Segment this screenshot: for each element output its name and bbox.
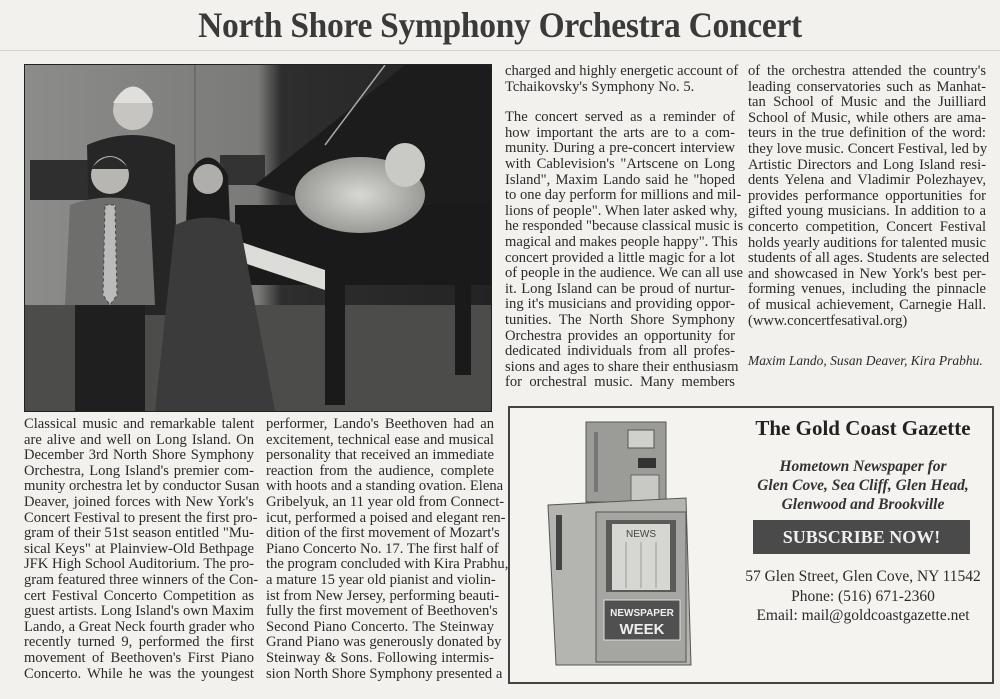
article-line: sions and ages to share their enthusiasm <box>505 358 739 375</box>
article-line: personality that received an immediate <box>266 447 494 464</box>
ad-email[interactable]: Email: mail@goldcoastgazette.net <box>756 607 970 624</box>
article-line: the program concluded with Kira Prabhu, <box>266 556 509 573</box>
article-line: gifted young musicians. In addition to a <box>748 203 986 220</box>
article-line: it. Long Island can be proud of nurtur- <box>505 280 735 297</box>
article-line: fully the first movement of Beethoven's <box>266 603 498 620</box>
article-line: Deaver, joined forces with New York's <box>24 493 254 510</box>
article-line: concerto competition, Concert Festival <box>748 218 986 235</box>
article-line: sical Keys" at Plainview-Old Bethpage <box>24 540 254 557</box>
rack-news-label: NEWS <box>626 529 656 540</box>
article-paragraph <box>505 63 739 95</box>
article-line: Piano Concerto No. 17. The first half of <box>266 540 499 557</box>
article-line: December 3rd North Shore Symphony <box>24 447 254 464</box>
article-line: of people in the audience. We can all use <box>505 265 744 282</box>
ad-address: 57 Glen Street, Glen Cove, NY 11542 <box>745 568 981 585</box>
article-line: Tchaikovsky's Symphony No. 5. <box>505 78 695 95</box>
gazette-advertisement <box>508 406 994 684</box>
article-line: performer, Lando's Beethoven had an <box>266 416 494 432</box>
article-paragraph <box>505 109 744 391</box>
article-line: a mature 15 year old pianist and violin- <box>266 571 496 588</box>
photo-image <box>25 65 491 411</box>
article-line: how important the arts are to a com- <box>505 124 735 141</box>
article-column-2 <box>266 416 509 682</box>
article-line: tunities. The North Shore Symphony <box>505 311 735 328</box>
article-line: Orchestra provides an opportunity for <box>505 327 735 344</box>
article-column-1 <box>24 416 260 682</box>
article-line: magical and makes people happy". This <box>505 233 738 250</box>
article-line: dition of the first movement of Mozart's <box>266 525 500 542</box>
article-line: Grand Piano was generously donated by <box>266 634 502 651</box>
article-line: reaction from the audience, complete <box>266 462 494 479</box>
article-line: Classical music and remarkable talent <box>24 416 254 432</box>
article-line: gram of their 51st season entitled "Mu- <box>24 525 254 542</box>
ad-tagline-line: Glen Cove, Sea Cliff, Glen Head, <box>757 477 969 494</box>
article-line: (www.concertfesatival.org) <box>748 312 908 329</box>
article-line: School of Music, while others are ama- <box>748 109 986 126</box>
newspaper-rack-illustration <box>546 420 706 670</box>
article-line: Artistic Directors and Long Island resi- <box>748 156 986 173</box>
ad-tagline-line: Glenwood and Brookville <box>781 496 945 513</box>
subscribe-button[interactable]: SUBSCRIBE NOW! <box>753 520 970 554</box>
article-line: forming venues, including the pinnacle <box>748 281 986 298</box>
article-line: charged and highly energetic account of <box>505 63 739 79</box>
article-line: dedicated individuals from all profes- <box>505 343 735 360</box>
article-line: concert provided a little magic for a lot <box>505 249 735 266</box>
article-line: Steinway & Sons. Following intermis- <box>266 649 494 666</box>
article-line: dents Yelena and Vladimir Polezhayev, <box>748 172 986 189</box>
article-line: are alive and well on Long Island. On <box>24 431 254 448</box>
article-line: Concert Festival to present the first pro- <box>24 509 258 526</box>
article-line: ist from New Jersey, performing beauti- <box>266 587 500 604</box>
article-line: Island", Maxim Lando said he "hoped <box>505 171 735 188</box>
article-line: cert Festival Concerto Competition as <box>24 587 254 604</box>
rack-sign-line1: NEWSPAPER <box>610 608 674 619</box>
article-line: icut, performed a poised and elegant ren- <box>266 509 506 526</box>
ad-contact <box>738 567 988 626</box>
article-line: tan School of Music and the Juilliard <box>748 94 986 111</box>
ad-title: The Gold Coast Gazette <box>755 416 971 440</box>
article-line: excitement, technical ease and musical <box>266 431 494 448</box>
rack-sign-line2: WEEK <box>619 621 665 638</box>
article-line: students of all ages. Students are selected <box>748 250 990 267</box>
article-line: of the orchestra attended the country's <box>748 63 986 79</box>
article-line: they love music. Concert Festival, led by <box>748 140 988 157</box>
article-line: JFK High School Auditorium. The pro- <box>24 556 254 573</box>
article-line: with Cablevision's "Artscene on Long <box>505 155 735 172</box>
article-line: Second Piano Concerto. The Steinway <box>266 618 494 635</box>
ad-tagline <box>738 457 988 514</box>
article-column-3 <box>505 63 744 391</box>
concert-photo <box>24 64 492 412</box>
article-line: Lando, a Great Neck fourth grader who <box>24 618 255 635</box>
article-line: gram featured three winners of the Con- <box>24 571 259 588</box>
article-line: recently turned 9, performed the first <box>24 634 254 651</box>
article-line: guest artists. Long Island's own Maxim <box>24 603 254 620</box>
article-line: teurs in the true definition of the word: <box>748 125 986 142</box>
article-line: The concert served as a reminder of <box>505 109 735 126</box>
article-line: sion North Shore Symphony presented a <box>266 665 503 682</box>
article-column-4 <box>748 63 990 329</box>
article-line: with hoots and a standing ovation. Elena <box>266 478 504 495</box>
article-line: munity. During a pre-concert interview <box>505 140 735 157</box>
article-line: holds yearly auditions for talented music <box>748 234 986 251</box>
article-line: munity orchestra let by conductor Susan <box>24 478 260 495</box>
article-line: ing it's musicians and providing oppor- <box>505 296 735 313</box>
article-line: Gribelyuk, an 11 year old from Connect- <box>266 493 505 510</box>
divider <box>0 50 1000 51</box>
article-line: Orchestra, Long Island's premier com- <box>24 462 254 479</box>
article-line: to one day perform for millions and mil- <box>505 187 742 204</box>
article-line: and showcased in New York's best per- <box>748 265 986 282</box>
article-line: Concerto. While he was the youngest <box>24 665 254 682</box>
article-line: of musical achievement, Carnegie Hall. <box>748 296 986 313</box>
headline: North Shore Symphony Orchestra Concert <box>198 5 802 45</box>
article-line: for orchestral music. Many members <box>505 374 735 391</box>
article-line: provides performance opportunities for <box>748 187 986 204</box>
article-line: he responded "because classical music is <box>505 218 744 235</box>
article-line: movement of Beethoven's First Piano <box>24 649 254 666</box>
ad-phone: Phone: (516) 671-2360 <box>791 587 935 605</box>
article-line: lions of people". When later asked why, <box>505 202 738 219</box>
photo-caption: Maxim Lando, Susan Deaver, Kira Prabhu. <box>748 353 983 368</box>
article-line: leading conservatories such as Manhat- <box>748 78 986 95</box>
ad-tagline-line: Hometown Newspaper for <box>779 458 947 475</box>
